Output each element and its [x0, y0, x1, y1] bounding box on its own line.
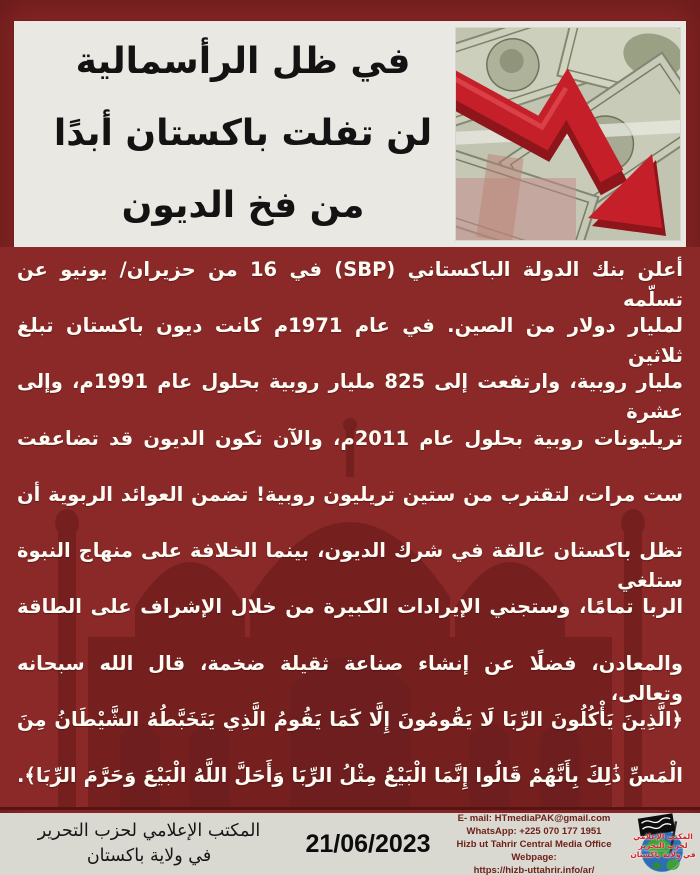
- body-text-line: تريليونات روبية بحلول عام 2011م، والآن تكون الديون قد تضاعفت: [17, 426, 683, 450]
- logo-caption: [630, 832, 696, 859]
- body-text: [17, 255, 683, 791]
- contact-line: E- mail: HTmediaPAK@gmail.com: [457, 812, 611, 824]
- poster-title-line: في ظل الرأسمالية: [75, 41, 411, 82]
- body-text-line: ست مرات، لتقترب من ستين تريليون روبية! تضمن العوائد الربوية أن: [17, 482, 683, 506]
- body-text-line: والمعادن، فضلًا عن إنشاء صناعة ثقيلة ضخمة، قال الله سبحانه وتعالى،: [17, 651, 683, 705]
- body-text-line: الربا تمامًا، وستجني الإيرادات الكبيرة من خلال الإشراف على الطاقة: [17, 595, 683, 619]
- poster-title-line: لن تفلت باكستان أبدًا: [53, 113, 433, 154]
- contact-line: https://hizb-uttahrir.info/ar/: [473, 864, 595, 875]
- logo-caption-line: في ولاية باكستان: [630, 850, 696, 859]
- body-text-line: مليار روبية، وارتفعت إلى 825 مليار روبية بحلول عام 1991م، وإلى عشرة: [17, 370, 684, 424]
- media-office-line: في ولاية باكستان: [86, 846, 212, 866]
- logo-caption-line: لحزب التحرير: [638, 841, 688, 850]
- logo-caption-line: المكتب الإعلامي: [633, 832, 693, 841]
- poster-title-line: من فخ الديون: [121, 185, 365, 226]
- contact-line: Hizb ut Tahrir Central Media Office Webpage:: [456, 838, 612, 863]
- media-office-name: [0, 819, 298, 869]
- falling-dollar-image: [456, 28, 680, 240]
- body-text-line: الْمَسِّ ذَٰلِكَ بِأَنَّهُمْ قَالُوا إِنَّمَا الْبَيْعُ مِثْلُ الرِّبَا وَأَحَلَّ اللَّهُ الْبَيْعَ وَحَرَّمَ الرِّبَا﴾.: [17, 763, 683, 787]
- footer-bar: [0, 813, 700, 875]
- media-office-line: المكتب الإعلامي لحزب التحرير: [37, 821, 261, 841]
- body-text-line: لمليار دولار من الصين. في عام 1971م كانت ديون باكستان تبلغ ثلاثين: [17, 314, 683, 368]
- hizb-ut-tahrir-logo: [630, 813, 696, 875]
- dollar-bills-graphic: [456, 28, 680, 240]
- body-text-line: تظل باكستان عالقة في شرك الديون، بينما الخلافة على منهاج النبوة ستلغي: [17, 539, 683, 593]
- publication-date: 21/06/2023: [305, 829, 431, 858]
- poster-title: [18, 21, 468, 247]
- contact-info: [438, 812, 630, 875]
- header-panel: [14, 21, 686, 247]
- body-text-line: ﴿الَّذِينَ يَأْكُلُونَ الرِّبَا لَا يَقُومُونَ إِلَّا كَمَا يَقُومُ الَّذِي يَتَخَبَّطُهُ الشَّيْطَانُ مِنَ: [17, 707, 683, 731]
- body-section: [0, 247, 700, 810]
- contact-line: WhatsApp: +225 070 177 1951: [466, 825, 602, 837]
- body-text-line: أعلن بنك الدولة الباكستاني (SBP) في 16 من حزيران/ يونيو عن تسلّمه: [17, 258, 683, 311]
